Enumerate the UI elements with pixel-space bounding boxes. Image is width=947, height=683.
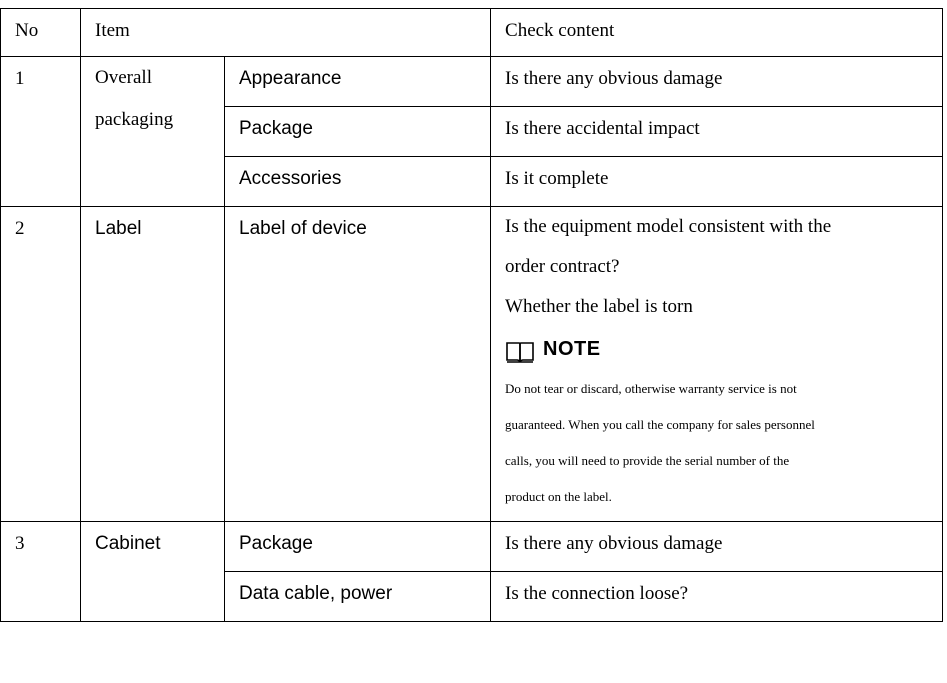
note-line: product on the label. <box>505 489 612 504</box>
note-line: Do not tear or discard, otherwise warranty service is not <box>505 381 797 396</box>
check-content-cell: Is it complete <box>491 157 943 207</box>
sub-item-cell: Appearance <box>225 57 491 107</box>
check-content-cell: Is there any obvious damage <box>491 57 943 107</box>
table-row <box>1 207 943 522</box>
item-cell: Cabinet <box>81 522 225 622</box>
note-line: calls, you will need to provide the serial number of the <box>505 453 790 468</box>
check-content-cell: Is the connection loose? <box>491 572 943 622</box>
table-row <box>1 57 943 107</box>
header-item: Item <box>81 9 491 57</box>
row-number: 3 <box>1 522 81 622</box>
sub-item-cell: Accessories <box>225 157 491 207</box>
sub-item-cell: Package <box>225 522 491 572</box>
table-row <box>1 522 943 572</box>
header-no: No <box>1 9 81 57</box>
item-label-line: Overall <box>95 67 152 88</box>
check-content-cell: Is there any obvious damage <box>491 522 943 572</box>
check-line: Is the equipment model consistent with the <box>505 216 832 237</box>
check-table <box>0 8 943 622</box>
check-content-cell: Is there accidental impact <box>491 107 943 157</box>
sub-item-cell: Label of device <box>225 207 491 522</box>
sub-item-cell: Data cable, power <box>225 572 491 622</box>
note-heading <box>505 333 942 365</box>
check-content-cell <box>491 207 943 522</box>
header-check-content: Check content <box>491 9 943 57</box>
row-number: 2 <box>1 207 81 522</box>
book-icon <box>505 337 535 361</box>
sub-item-cell: Package <box>225 107 491 157</box>
check-line: Whether the label is torn <box>505 296 693 317</box>
note-body <box>505 371 942 521</box>
item-cell <box>81 57 225 207</box>
item-label-line: packaging <box>95 109 174 130</box>
item-cell: Label <box>81 207 225 522</box>
note-title: NOTE <box>543 337 601 360</box>
row-number: 1 <box>1 57 81 207</box>
note-line: guaranteed. When you call the company for sales personnel <box>505 417 815 432</box>
check-line: order contract? <box>505 256 620 277</box>
table-header-row <box>1 9 943 57</box>
